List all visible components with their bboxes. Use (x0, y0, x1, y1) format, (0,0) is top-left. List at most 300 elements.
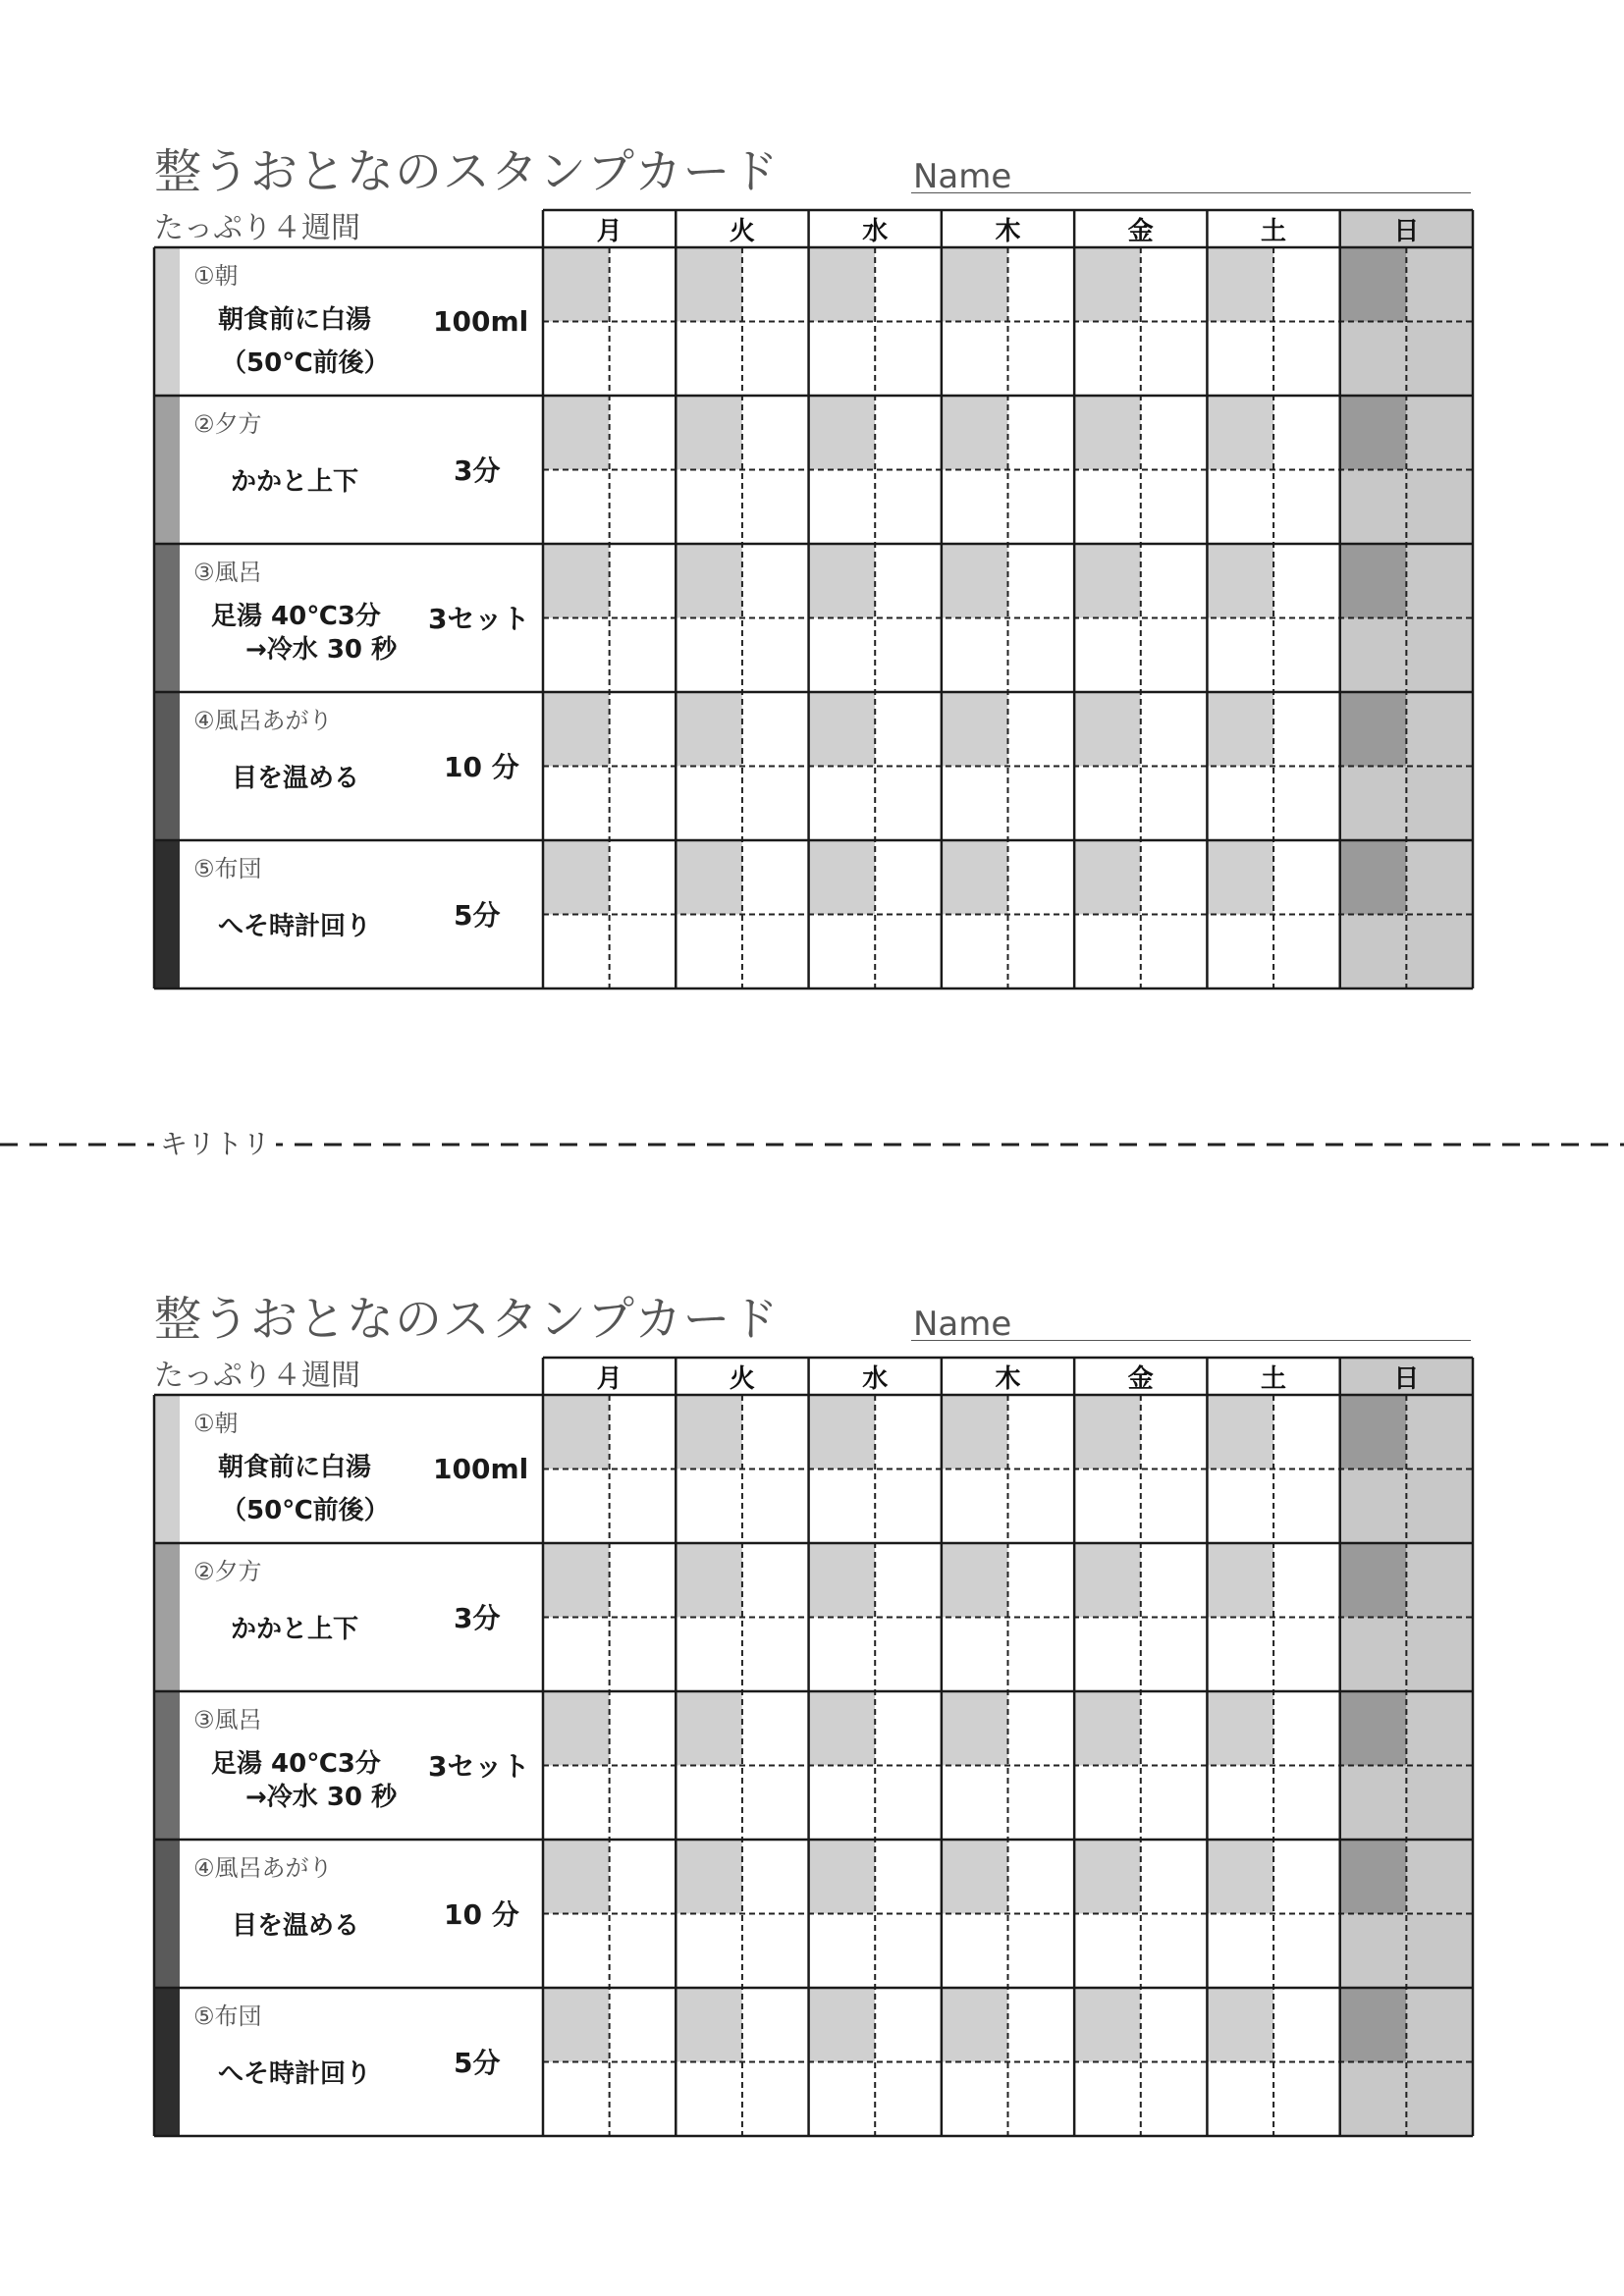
stamp-cell[interactable] (1074, 1395, 1141, 1469)
stamp-cell[interactable] (1406, 1469, 1473, 1544)
stamp-cell[interactable] (875, 915, 942, 989)
stamp-cell[interactable] (676, 1618, 742, 1692)
stamp-cell[interactable] (875, 2062, 942, 2137)
stamp-cell[interactable] (742, 915, 809, 989)
task-description-sub: →冷水 30 秒 (245, 1783, 398, 1812)
stamp-cell[interactable] (942, 1988, 1008, 2062)
stamp-cell[interactable] (1207, 544, 1273, 618)
stamp-cell[interactable] (1008, 1543, 1075, 1618)
stamp-cell[interactable] (1340, 1840, 1407, 1914)
stamp-cell[interactable] (1074, 1543, 1141, 1618)
stamp-cell[interactable] (809, 1766, 876, 1841)
stamp-cell[interactable] (1340, 2062, 1407, 2137)
stamp-cell[interactable] (676, 1691, 742, 1766)
stamp-cell[interactable] (875, 544, 942, 618)
stamp-cell[interactable] (610, 1840, 677, 1914)
stamp-cell[interactable] (875, 692, 942, 767)
stamp-cell[interactable] (1207, 618, 1273, 693)
stamp-cell[interactable] (809, 1543, 876, 1618)
stamp-cell[interactable] (610, 840, 677, 915)
stamp-cell[interactable] (676, 1395, 742, 1469)
stamp-cell[interactable] (875, 767, 942, 841)
stamp-cell[interactable] (1340, 767, 1407, 841)
stamp-cell[interactable] (1008, 1618, 1075, 1692)
stamp-cell[interactable] (1273, 618, 1340, 693)
stamp-cell[interactable] (809, 470, 876, 545)
stamp-cell[interactable] (610, 1469, 677, 1544)
stamp-cell[interactable] (676, 692, 742, 767)
stamp-cell[interactable] (543, 396, 610, 470)
task-description: 目を温める (232, 1911, 360, 1941)
stamp-cell[interactable] (1074, 840, 1141, 915)
stamp-cell[interactable] (1008, 767, 1075, 841)
name-field-line[interactable] (911, 1340, 1471, 1341)
stamp-cell[interactable] (742, 1914, 809, 1989)
stamp-cell[interactable] (1340, 1543, 1407, 1618)
stamp-cell[interactable] (1141, 915, 1208, 989)
stamp-cell[interactable] (875, 618, 942, 693)
stamp-cell[interactable] (1008, 915, 1075, 989)
stamp-cell[interactable] (1340, 322, 1407, 397)
stamp-cell[interactable] (1207, 1691, 1273, 1766)
stamp-cell[interactable] (543, 915, 610, 989)
stamp-cell[interactable] (610, 396, 677, 470)
stamp-cell[interactable] (809, 1395, 876, 1469)
stamp-cell[interactable] (1008, 1988, 1075, 2062)
stamp-cell[interactable] (1207, 915, 1273, 989)
stamp-cell[interactable] (610, 915, 677, 989)
stamp-cell[interactable] (1406, 247, 1473, 322)
task-color-bar (154, 544, 180, 692)
stamp-cell[interactable] (809, 1691, 876, 1766)
stamp-cell[interactable] (1141, 470, 1208, 545)
stamp-cell[interactable] (1406, 470, 1473, 545)
stamp-cell[interactable] (1406, 692, 1473, 767)
stamp-cell[interactable] (1340, 840, 1407, 915)
stamp-cell[interactable] (1207, 1840, 1273, 1914)
stamp-cell[interactable] (1207, 470, 1273, 545)
stamp-cell[interactable] (1141, 1840, 1208, 1914)
stamp-cell[interactable] (742, 767, 809, 841)
stamp-cell[interactable] (1406, 618, 1473, 693)
stamp-cell[interactable] (676, 1469, 742, 1544)
stamp-cell[interactable] (875, 1914, 942, 1989)
stamp-cell[interactable] (610, 1766, 677, 1841)
task-color-bar (154, 1988, 180, 2136)
stamp-cell[interactable] (1273, 1618, 1340, 1692)
stamp-cell[interactable] (1273, 396, 1340, 470)
stamp-cell[interactable] (742, 1691, 809, 1766)
stamp-cell[interactable] (875, 1395, 942, 1469)
stamp-cell[interactable] (809, 322, 876, 397)
stamp-cell[interactable] (1008, 247, 1075, 322)
stamp-cell[interactable] (1273, 1914, 1340, 1989)
stamp-cell[interactable] (1406, 1988, 1473, 2062)
stamp-cell[interactable] (1273, 1543, 1340, 1618)
stamp-cell[interactable] (1008, 544, 1075, 618)
stamp-cell[interactable] (1141, 322, 1208, 397)
stamp-cell[interactable] (1141, 1395, 1208, 1469)
stamp-cell[interactable] (1074, 692, 1141, 767)
stamp-cell[interactable] (942, 1691, 1008, 1766)
stamp-cell[interactable] (742, 692, 809, 767)
stamp-cell[interactable] (1008, 2062, 1075, 2137)
stamp-cell[interactable] (809, 396, 876, 470)
stamp-cell[interactable] (610, 1618, 677, 1692)
stamp-cell[interactable] (543, 470, 610, 545)
stamp-cell[interactable] (742, 396, 809, 470)
stamp-cell[interactable] (610, 1988, 677, 2062)
stamp-cell[interactable] (1141, 544, 1208, 618)
stamp-cell[interactable] (1340, 544, 1407, 618)
stamp-cell[interactable] (1074, 1988, 1141, 2062)
stamp-cell[interactable] (543, 1691, 610, 1766)
stamp-cell[interactable] (610, 767, 677, 841)
stamp-cell[interactable] (1406, 1618, 1473, 1692)
task-number-label: ②夕方 (193, 1558, 262, 1585)
stamp-cell[interactable] (742, 544, 809, 618)
stamp-cell[interactable] (1340, 470, 1407, 545)
stamp-cell[interactable] (1273, 840, 1340, 915)
stamp-cell[interactable] (809, 544, 876, 618)
stamp-cell[interactable] (676, 618, 742, 693)
stamp-cell[interactable] (942, 2062, 1008, 2137)
stamp-cell[interactable] (1273, 1691, 1340, 1766)
stamp-cell[interactable] (676, 544, 742, 618)
stamp-cell[interactable] (1074, 767, 1141, 841)
stamp-cell[interactable] (1074, 1691, 1141, 1766)
stamp-cell[interactable] (1406, 1766, 1473, 1841)
stamp-cell[interactable] (1008, 1914, 1075, 1989)
stamp-cell[interactable] (742, 1395, 809, 1469)
stamp-cell[interactable] (543, 322, 610, 397)
stamp-cell[interactable] (543, 1988, 610, 2062)
stamp-cell[interactable] (1207, 1469, 1273, 1544)
stamp-cell[interactable] (1207, 840, 1273, 915)
stamp-cell[interactable] (1273, 1988, 1340, 2062)
stamp-cell[interactable] (1406, 2062, 1473, 2137)
stamp-cell[interactable] (1207, 1988, 1273, 2062)
stamp-cell[interactable] (1340, 396, 1407, 470)
stamp-cell[interactable] (809, 1469, 876, 1544)
stamp-cell[interactable] (942, 470, 1008, 545)
stamp-cell[interactable] (942, 1840, 1008, 1914)
stamp-cell[interactable] (1141, 1691, 1208, 1766)
stamp-cell[interactable] (1141, 1543, 1208, 1618)
stamp-cell[interactable] (543, 1618, 610, 1692)
stamp-cell[interactable] (1340, 247, 1407, 322)
stamp-cell[interactable] (875, 1618, 942, 1692)
stamp-cell[interactable] (942, 767, 1008, 841)
stamp-cell[interactable] (1273, 247, 1340, 322)
stamp-cell[interactable] (1406, 1543, 1473, 1618)
task-number-label: ①朝 (193, 262, 239, 290)
stamp-cell[interactable] (610, 544, 677, 618)
task-color-bar (154, 1543, 180, 1691)
stamp-cell[interactable] (610, 1914, 677, 1989)
name-field-line[interactable] (911, 192, 1471, 193)
stamp-cell[interactable] (742, 1766, 809, 1841)
stamp-cell[interactable] (543, 1914, 610, 1989)
stamp-cell[interactable] (676, 767, 742, 841)
stamp-cell[interactable] (1207, 767, 1273, 841)
stamp-cell[interactable] (809, 767, 876, 841)
stamp-cell[interactable] (543, 767, 610, 841)
stamp-cell[interactable] (1074, 1914, 1141, 1989)
stamp-cell[interactable] (1141, 767, 1208, 841)
stamp-cell[interactable] (1074, 915, 1141, 989)
task-number-label: ④風呂あがり (193, 707, 333, 734)
stamp-cell[interactable] (809, 2062, 876, 2137)
stamp-cell[interactable] (1406, 322, 1473, 397)
stamp-cell[interactable] (1406, 1691, 1473, 1766)
stamp-cell[interactable] (1074, 618, 1141, 693)
stamp-cell[interactable] (676, 915, 742, 989)
day-header: 金 (1127, 1363, 1154, 1394)
stamp-cell[interactable] (1207, 1543, 1273, 1618)
stamp-cell[interactable] (1207, 247, 1273, 322)
stamp-cell[interactable] (809, 840, 876, 915)
stamp-cell[interactable] (1273, 1840, 1340, 1914)
stamp-cell[interactable] (742, 840, 809, 915)
stamp-cell[interactable] (543, 1395, 610, 1469)
stamp-cell[interactable] (1340, 1469, 1407, 1544)
card-subtitle: たっぷり４週間 (154, 1359, 360, 1393)
stamp-cell[interactable] (942, 692, 1008, 767)
stamp-cell[interactable] (1340, 1766, 1407, 1841)
stamp-cell[interactable] (1141, 692, 1208, 767)
stamp-cell[interactable] (742, 247, 809, 322)
stamp-cell[interactable] (942, 1766, 1008, 1841)
stamp-cell[interactable] (742, 470, 809, 545)
stamp-cell[interactable] (1074, 396, 1141, 470)
stamp-cell[interactable] (1340, 915, 1407, 989)
stamp-cell[interactable] (1008, 618, 1075, 693)
stamp-cell[interactable] (875, 840, 942, 915)
stamp-cell[interactable] (543, 840, 610, 915)
stamp-cell[interactable] (875, 1691, 942, 1766)
stamp-cell[interactable] (742, 1543, 809, 1618)
stamp-cell[interactable] (1406, 1395, 1473, 1469)
stamp-cell[interactable] (742, 1469, 809, 1544)
stamp-cell[interactable] (1207, 1618, 1273, 1692)
stamp-cell[interactable] (543, 247, 610, 322)
stamp-cell[interactable] (610, 2062, 677, 2137)
task-amount: 3セット (428, 603, 530, 635)
stamp-cell[interactable] (942, 1469, 1008, 1544)
stamp-cell[interactable] (1008, 322, 1075, 397)
stamp-cell[interactable] (942, 618, 1008, 693)
stamp-cell[interactable] (676, 1988, 742, 2062)
stamp-cell[interactable] (676, 396, 742, 470)
stamp-cell[interactable] (809, 915, 876, 989)
stamp-cell[interactable] (1141, 1469, 1208, 1544)
stamp-cell[interactable] (1207, 1914, 1273, 1989)
day-header: 木 (995, 1363, 1021, 1394)
stamp-cell[interactable] (1406, 1914, 1473, 1989)
stamp-cell[interactable] (1340, 692, 1407, 767)
stamp-cell[interactable] (1074, 1618, 1141, 1692)
stamp-cell[interactable] (1406, 396, 1473, 470)
name-label: Name (913, 1305, 1012, 1344)
stamp-cell[interactable] (942, 915, 1008, 989)
stamp-cell[interactable] (1340, 1988, 1407, 2062)
stamp-cell[interactable] (942, 1543, 1008, 1618)
stamp-cell[interactable] (610, 470, 677, 545)
task-number-label: ⑤布団 (193, 2002, 262, 2030)
stamp-cell[interactable] (610, 322, 677, 397)
stamp-cell[interactable] (676, 1914, 742, 1989)
stamp-cell[interactable] (543, 1766, 610, 1841)
stamp-cell[interactable] (1074, 247, 1141, 322)
stamp-cell[interactable] (1273, 1395, 1340, 1469)
stamp-cell[interactable] (1406, 840, 1473, 915)
stamp-cell[interactable] (676, 2062, 742, 2137)
stamp-cell[interactable] (1141, 1914, 1208, 1989)
stamp-cell[interactable] (676, 247, 742, 322)
stamp-cell[interactable] (1074, 322, 1141, 397)
stamp-cell[interactable] (1340, 1914, 1407, 1989)
stamp-cell[interactable] (1207, 396, 1273, 470)
stamp-cell[interactable] (1141, 247, 1208, 322)
stamp-cell[interactable] (543, 1543, 610, 1618)
stamp-cell[interactable] (1074, 470, 1141, 545)
stamp-cell[interactable] (1074, 1840, 1141, 1914)
stamp-cell[interactable] (1406, 544, 1473, 618)
stamp-cell[interactable] (1273, 1469, 1340, 1544)
stamp-cell[interactable] (742, 1618, 809, 1692)
stamp-cell[interactable] (742, 1988, 809, 2062)
stamp-cell[interactable] (809, 1914, 876, 1989)
stamp-cell[interactable] (1207, 692, 1273, 767)
stamp-cell[interactable] (1273, 544, 1340, 618)
stamp-cell[interactable] (543, 618, 610, 693)
stamp-cell[interactable] (1008, 1469, 1075, 1544)
stamp-cell[interactable] (875, 1840, 942, 1914)
stamp-cell[interactable] (1141, 2062, 1208, 2137)
stamp-cell[interactable] (676, 1766, 742, 1841)
stamp-cell[interactable] (1207, 322, 1273, 397)
stamp-cell[interactable] (1141, 1766, 1208, 1841)
stamp-cell[interactable] (942, 544, 1008, 618)
stamp-cell[interactable] (1207, 1766, 1273, 1841)
stamp-cell[interactable] (942, 396, 1008, 470)
stamp-cell[interactable] (676, 1543, 742, 1618)
stamp-cell[interactable] (1406, 915, 1473, 989)
stamp-cell[interactable] (1273, 2062, 1340, 2137)
stamp-cell[interactable] (1008, 470, 1075, 545)
stamp-cell[interactable] (1008, 1840, 1075, 1914)
stamp-cell[interactable] (742, 322, 809, 397)
stamp-cell[interactable] (610, 1395, 677, 1469)
stamp-cell[interactable] (1141, 1618, 1208, 1692)
stamp-cell[interactable] (1008, 1691, 1075, 1766)
stamp-cell[interactable] (875, 1988, 942, 2062)
stamp-cell[interactable] (1340, 1618, 1407, 1692)
stamp-cell[interactable] (809, 247, 876, 322)
stamp-cell[interactable] (942, 1395, 1008, 1469)
task-amount: 10 分 (444, 1898, 519, 1931)
stamp-cell[interactable] (1340, 618, 1407, 693)
stamp-cell[interactable] (543, 2062, 610, 2137)
stamp-cell[interactable] (1141, 1988, 1208, 2062)
stamp-cell[interactable] (942, 247, 1008, 322)
stamp-cell[interactable] (942, 1914, 1008, 1989)
stamp-cell[interactable] (610, 247, 677, 322)
stamp-cell[interactable] (543, 1469, 610, 1544)
stamp-cell[interactable] (875, 470, 942, 545)
stamp-cell[interactable] (1141, 396, 1208, 470)
stamp-cell[interactable] (1008, 692, 1075, 767)
day-header: 火 (729, 1363, 755, 1394)
stamp-cell[interactable] (1273, 692, 1340, 767)
stamp-cell[interactable] (1273, 767, 1340, 841)
stamp-cell[interactable] (1008, 1766, 1075, 1841)
stamp-cell[interactable] (809, 1840, 876, 1914)
stamp-cell[interactable] (1008, 396, 1075, 470)
stamp-cell[interactable] (1074, 1469, 1141, 1544)
stamp-cell[interactable] (610, 1543, 677, 1618)
stamp-cell[interactable] (1273, 1766, 1340, 1841)
stamp-cell[interactable] (676, 322, 742, 397)
task-description-sub: （50℃前後） (221, 348, 390, 378)
stamp-cell[interactable] (676, 1840, 742, 1914)
stamp-cell[interactable] (1141, 840, 1208, 915)
stamp-cell[interactable] (1141, 618, 1208, 693)
stamp-cell[interactable] (1406, 767, 1473, 841)
stamp-cell[interactable] (1207, 1395, 1273, 1469)
stamp-cell[interactable] (1273, 470, 1340, 545)
stamp-cell[interactable] (543, 1840, 610, 1914)
stamp-cell[interactable] (1340, 1691, 1407, 1766)
stamp-cell[interactable] (875, 1469, 942, 1544)
stamp-cell[interactable] (809, 1988, 876, 2062)
stamp-cell[interactable] (610, 618, 677, 693)
stamp-cell[interactable] (875, 322, 942, 397)
stamp-cell[interactable] (1074, 2062, 1141, 2137)
stamp-cell[interactable] (1273, 915, 1340, 989)
stamp-cell[interactable] (676, 470, 742, 545)
stamp-cell[interactable] (1340, 1395, 1407, 1469)
stamp-cell[interactable] (942, 840, 1008, 915)
stamp-cell[interactable] (875, 1543, 942, 1618)
stamp-cell[interactable] (1074, 544, 1141, 618)
stamp-cell[interactable] (543, 544, 610, 618)
stamp-cell[interactable] (610, 692, 677, 767)
stamp-cell[interactable] (942, 1618, 1008, 1692)
stamp-cell[interactable] (742, 2062, 809, 2137)
stamp-cell[interactable] (1074, 1766, 1141, 1841)
stamp-cell[interactable] (742, 618, 809, 693)
stamp-cell[interactable] (1008, 1395, 1075, 1469)
stamp-cell[interactable] (875, 247, 942, 322)
stamp-cell[interactable] (1207, 2062, 1273, 2137)
stamp-cell[interactable] (610, 1691, 677, 1766)
stamp-cell[interactable] (809, 692, 876, 767)
stamp-cell[interactable] (1008, 840, 1075, 915)
stamp-cell[interactable] (543, 692, 610, 767)
stamp-cell[interactable] (1273, 322, 1340, 397)
stamp-cell[interactable] (809, 1618, 876, 1692)
stamp-cell[interactable] (875, 396, 942, 470)
stamp-cell[interactable] (1406, 1840, 1473, 1914)
stamp-cell[interactable] (742, 1840, 809, 1914)
stamp-card-2 (0, 1148, 1624, 2168)
stamp-cell[interactable] (809, 618, 876, 693)
stamp-cell[interactable] (875, 1766, 942, 1841)
stamp-cell[interactable] (676, 840, 742, 915)
stamp-cell[interactable] (942, 322, 1008, 397)
